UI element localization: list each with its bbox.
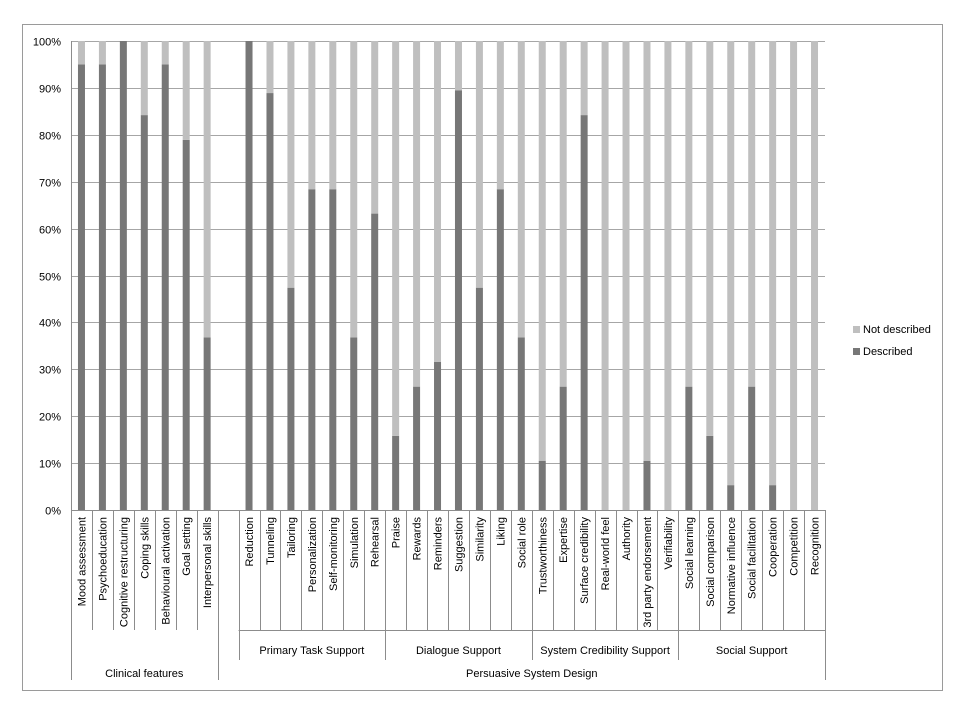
bar-described [413,387,420,510]
bar-described [727,485,734,510]
bar-not-described [623,41,630,510]
x-tick-label: Similarity [474,517,487,562]
bar-not-described [413,41,420,387]
x-tick-label: Verifiability [662,517,675,570]
bar-not-described [643,41,650,461]
bar-described [99,64,106,510]
y-tick-label: 50% [38,271,61,284]
group-label: Primary Task Support [259,645,365,657]
x-tick-label: Social learning [683,517,696,590]
bar-not-described [308,41,315,189]
x-tick-label: Liking [495,517,508,546]
bar-not-described [371,41,378,214]
x-tick-label: Goal setting [181,517,194,576]
x-tick-label: Suggestion [453,517,466,573]
bar-described [78,64,85,510]
x-tick-label: Rewards [411,517,424,561]
bar-not-described [748,41,755,387]
y-tick-label: 70% [38,177,61,190]
bar-described [266,93,273,510]
bar-described [769,485,776,510]
legend-label: Not described [863,324,931,336]
x-tick-label: Surface credibility [579,517,592,604]
bar-not-described [434,41,441,362]
bar-described [560,387,567,510]
bar-not-described [266,41,273,93]
bar-not-described [539,41,546,461]
bar-not-described [706,41,713,436]
legend-swatch [853,326,860,333]
bar-not-described [790,41,797,510]
bar-described [581,115,588,510]
y-tick-label: 40% [38,317,61,330]
bar-not-described [350,41,357,337]
supergroup-label: Clinical features [105,668,184,680]
bar-not-described [685,41,692,387]
x-tick-label: 3rd party endorsement [642,517,654,628]
bar-described [643,461,650,510]
bar-not-described [664,41,671,510]
bar-described [162,64,169,510]
x-tick-label: Real-world feel [600,517,613,591]
bar-described [246,41,253,510]
x-tick-label: Self-monitoring [327,517,340,591]
y-tick-label: 20% [38,411,61,424]
bar-not-described [581,41,588,115]
bar-not-described [602,41,609,510]
y-tick-label: 0% [45,505,61,518]
y-tick-label: 30% [38,364,61,377]
bar-not-described [518,41,525,337]
x-tick-label: Competition [788,517,801,576]
x-tick-label: Psychoeducation [97,517,110,601]
bar-not-described [204,41,211,337]
bar-described [706,436,713,510]
bar-described [685,387,692,510]
x-tick-label: Tunneling [265,517,277,565]
supergroup-label: Persuasive System Design [466,668,598,680]
bar-described [392,436,399,510]
bar-not-described [455,41,462,90]
y-tick-label: 60% [38,224,61,237]
bar-not-described [392,41,399,436]
bar-not-described [329,41,336,189]
bar-not-described [811,41,818,510]
y-tick-label: 100% [32,36,61,49]
y-tick-label: 90% [38,83,61,96]
x-tick-label: Recognition [809,517,822,576]
bar-not-described [141,41,148,115]
x-tick-label: Interpersonal skills [202,517,215,609]
bar-described [287,288,294,510]
bar-described [476,288,483,510]
x-tick-label: Mood assessment [76,517,89,607]
x-tick-label: Social comparison [704,517,717,607]
x-tick-label: Coping skills [139,517,152,579]
bar-described [350,337,357,510]
bar-described [497,189,504,510]
bar-not-described [162,41,169,64]
x-tick-label: Social facilitation [746,517,759,599]
x-tick-label: Cognitive restructuring [118,517,131,628]
bar-not-described [497,41,504,189]
x-tick-label: Expertise [558,517,571,563]
x-tick-label: Rehearsal [369,517,382,568]
y-tick-label: 80% [38,130,61,143]
bar-described [748,387,755,510]
bar-not-described [99,41,106,64]
x-tick-label: Behavioural activation [160,517,173,625]
bar-described [539,461,546,510]
bar-not-described [560,41,567,387]
bar-described [183,140,190,510]
legend-label: Described [863,346,913,358]
group-label: Dialogue Support [415,645,501,657]
x-tick-label: Personalization [306,517,319,593]
x-tick-label: Authority [621,517,633,561]
bar-not-described [183,41,190,140]
x-tick-label: Cooperation [767,517,780,577]
x-tick-label: Tailoring [285,517,298,558]
x-tick-label: Praise [390,517,403,549]
x-tick-label: Reduction [244,517,256,567]
bar-not-described [78,41,85,64]
group-label: Social Support [715,645,788,657]
x-tick-label: Social role [516,517,529,569]
bar-described [204,337,211,510]
bar-not-described [287,41,294,288]
x-tick-label: Reminders [432,517,445,571]
x-tick-label: Trustworthiness [537,517,550,595]
x-tick-label: Normative influence [725,517,738,615]
bar-not-described [769,41,776,485]
y-tick-label: 10% [38,458,61,471]
bar-described [455,90,462,510]
bar-described [371,214,378,510]
bar-described [141,115,148,510]
group-label: System Credibility Support [540,645,670,657]
bar-described [308,189,315,510]
bar-described [120,41,127,510]
bar-not-described [727,41,734,485]
x-tick-label: Simulation [348,517,361,569]
bar-not-described [476,41,483,288]
bar-described [518,337,525,510]
legend-swatch [853,348,860,355]
bar-described [329,189,336,510]
bar-described [434,362,441,510]
